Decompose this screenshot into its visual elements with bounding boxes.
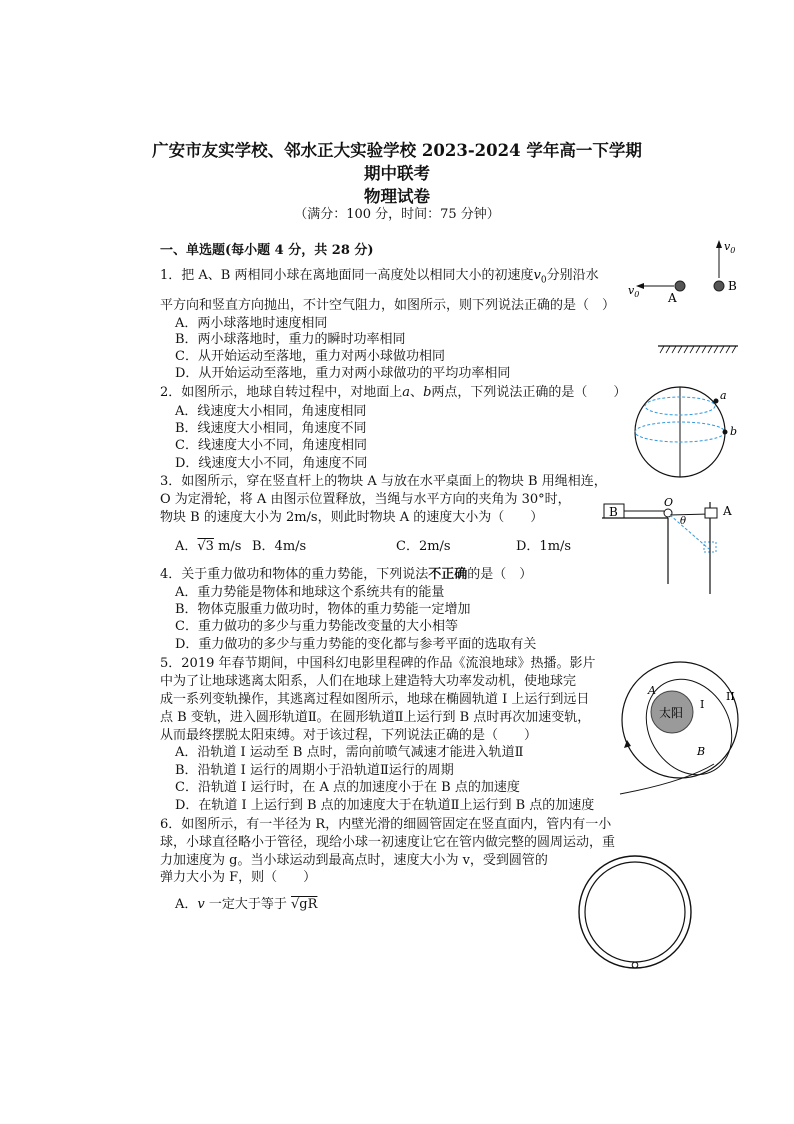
q1-option-c: C．从开始运动至落地，重力对两小球做功相同 xyxy=(175,349,445,364)
q5-option-b: B．沿轨道 I 运行的周期小于沿轨道Ⅱ运行的周期 xyxy=(175,763,454,778)
q3-option-d: D．1m/s xyxy=(516,539,572,554)
arrowhead-up-icon xyxy=(716,240,722,248)
q5-orbit-figure xyxy=(614,652,754,797)
q5-option-d: D．在轨道 I 上运行到 B 点的加速度大于在轨道Ⅱ上运行到 B 点的加速度 xyxy=(175,798,595,813)
block-b-label: B xyxy=(609,505,618,519)
point-b-label: B xyxy=(697,745,706,758)
point-a-label: A xyxy=(648,684,656,697)
q4-option-c: C．重力做功的多少与重力势能改变量的大小相等 xyxy=(175,619,458,634)
q3-stem-line1: 3．如图所示，穿在竖直杆上的物块 A 与放在水平桌面上的物块 B 用绳相连， xyxy=(160,474,607,489)
q5-stem-line1: 5．2019 年春节期间，中国科幻电影里程碑的作品《流浪地球》热播。影片 xyxy=(160,656,596,671)
pulley-label: O xyxy=(664,496,674,509)
q3-stem-line2: O 为定滑轮，将 A 由图示位置释放，当绳与水平方向的夹角为 30°时， xyxy=(160,492,571,507)
q6-tube-figure xyxy=(575,855,700,975)
q6-stem-line2: 球，小球直径略小于管径，现给小球一初速度让它在管内做完整的圆周运动，重 xyxy=(160,835,616,850)
ground-hatching xyxy=(660,346,736,353)
q1-option-d: D．从开始运动至落地，重力对两小球做功的平均功率相同 xyxy=(175,366,511,381)
q3-option-a: A．√3 m/s xyxy=(175,539,242,554)
q5-stem-line5: 从而最终摆脱太阳束缚。对于该过程，下列说法正确的是（ ） xyxy=(160,728,538,743)
q2-option-a: A．线速度大小相同，角速度相同 xyxy=(175,404,367,419)
q3-pulley-figure xyxy=(600,494,760,598)
q2-option-b: B．线速度大小相同，角速度不同 xyxy=(175,421,367,436)
q2-option-c: C．线速度大小不同，角速度相同 xyxy=(175,438,367,453)
q3-option-b: B．4m/s xyxy=(252,539,307,554)
q5-option-c: C．沿轨道 I 运行时，在 A 点的加速度小于在 B 点的加速度 xyxy=(175,780,520,795)
q1-stem-line1: 1．把 A、B 两相同小球在离地面同一高度处以相同大小的初速度$v_0$分别沿水 xyxy=(160,268,599,286)
q5-stem-line4: 点 B 变轨，进入圆形轨道Ⅱ。在圆形轨道Ⅱ上运行到 B 点时再次加速变轨， xyxy=(160,710,591,725)
small-ball xyxy=(632,962,638,968)
point-b-label: b xyxy=(730,425,738,438)
q2-earth-figure xyxy=(630,384,750,484)
angle-theta-label: θ xyxy=(680,516,687,527)
ball-a xyxy=(675,281,685,291)
escape-trajectory xyxy=(620,764,714,794)
rope-dashed-later xyxy=(670,515,709,549)
exam-title-line3: 物理试卷 xyxy=(364,187,430,206)
q4-option-d: D．重力做功的多少与重力势能的变化都与参考平面的选取有关 xyxy=(175,637,537,652)
q3-option-c: C．2m/s xyxy=(396,539,451,554)
q3-stem-line3: 物块 B 的速度大小为 2m/s，则此时物块 A 的速度大小为（ ） xyxy=(160,510,544,525)
ball-a-label: A xyxy=(668,291,677,305)
block-a-label: A xyxy=(723,504,732,518)
point-b xyxy=(723,430,728,435)
v0-label-b: $v_0$ xyxy=(724,240,736,255)
orbit-i-label: I xyxy=(700,698,705,711)
q5-stem-line3: 成一系列变轨操作，其逃离过程如图所示，地球在椭圆轨道 I 上运行到远日 xyxy=(160,692,590,707)
arrowhead-left-icon xyxy=(636,283,644,289)
tube-outer xyxy=(579,856,691,968)
orbit-direction-arrow-icon xyxy=(624,740,631,748)
q2-stem: 2．如图所示，地球自转过程中，对地面上a、b两点，下列说法正确的是（ ） xyxy=(160,385,627,400)
exam-title-line2: 期中联考 xyxy=(364,164,430,183)
exam-subtitle: （满分：100 分，时间：75 分钟） xyxy=(294,207,500,222)
point-a-label: a xyxy=(720,389,727,402)
orbit-ii-label: II xyxy=(726,690,735,703)
q6-stem-line4: 弹力大小为 F，则（ ） xyxy=(160,870,317,885)
rope-to-a xyxy=(670,514,709,515)
q2-option-d: D．线速度大小不同，角速度不同 xyxy=(175,456,368,471)
sun-label: 太阳 xyxy=(659,706,684,720)
q4-stem: 4．关于重力做功和物体的重力势能，下列说法不正确的是（ ） xyxy=(160,567,533,582)
q5-stem-line2: 中为了让地球逃离太阳系，人们在地球上建造特大功率发动机，使地球完 xyxy=(160,674,577,689)
tube-inner xyxy=(585,862,685,962)
q5-option-a: A．沿轨道 I 运动至 B 点时，需向前喷气减速才能进入轨道Ⅱ xyxy=(175,745,524,760)
ball-b-label: B xyxy=(728,279,737,293)
exam-title-line1: 广安市友实学校、邻水正大实验学校 2023-2024 学年高一下学期 xyxy=(152,141,642,160)
block-a xyxy=(705,508,717,518)
q1-option-a: A．两小球落地时速度相同 xyxy=(175,316,328,331)
q6-stem-line3: 力加速度为 g。当小球运动到最高点时，速度大小为 v，受到圆管的 xyxy=(160,853,548,868)
q1-option-b: B．两小球落地时，重力的瞬时功率相同 xyxy=(175,332,406,347)
q4-option-a: A．重力势能是物体和地球这个系统共有的能量 xyxy=(175,585,445,600)
q1-stem-line2: 平方向和竖直方向抛出，不计空气阻力，如图所示，则下列说法正确的是（ ） xyxy=(160,298,616,313)
q1-projectile-figure xyxy=(620,236,750,356)
point-a xyxy=(714,399,719,404)
ball-b xyxy=(714,281,724,291)
section-heading: 一、单选题(每小题 4 分，共 28 分) xyxy=(160,243,374,258)
orbit-i xyxy=(629,664,748,791)
q6-option-a: A．v 一定大于等于 √gR xyxy=(175,897,318,912)
v0-label-a: $v_0$ xyxy=(628,284,640,299)
q4-option-b: B．物体克服重力做功时，物体的重力势能一定增加 xyxy=(175,602,471,617)
q6-stem-line1: 6．如图所示，有一半径为 R，内壁光滑的细圆管固定在竖直面内，管内有一小 xyxy=(160,817,612,832)
